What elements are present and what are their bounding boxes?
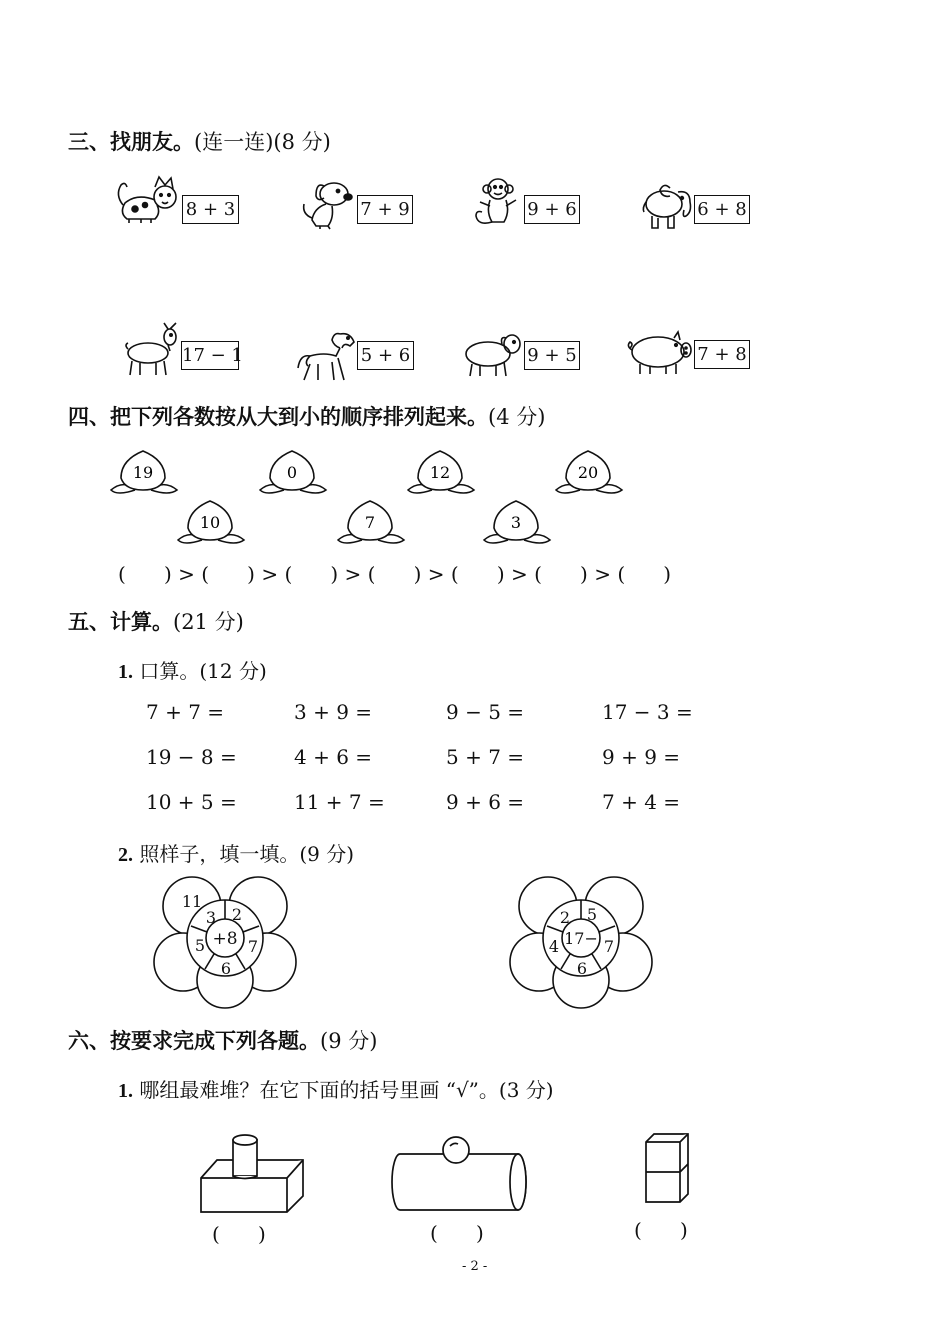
part1-title: 口算。 bbox=[139, 659, 200, 683]
calc-item[interactable]: 4 + 6 = bbox=[294, 745, 373, 769]
expr-box-dog[interactable]: 7 + 9 bbox=[357, 195, 413, 224]
section3-title: 三、找朋友。 bbox=[68, 130, 194, 154]
calc-item[interactable]: 3 + 9 = bbox=[294, 700, 373, 724]
calc-item[interactable]: 7 + 7 = bbox=[146, 700, 225, 724]
peach-group bbox=[0, 0, 950, 560]
peach-top-0-number: 19 bbox=[132, 463, 154, 482]
flower2-center: 17− bbox=[564, 929, 598, 948]
flower1-center: +8 bbox=[212, 929, 238, 949]
calc-item[interactable]: 17 − 3 = bbox=[602, 700, 693, 724]
flower1-inner-5: 6 bbox=[220, 959, 232, 978]
answer-paren-1[interactable]: ( ) bbox=[212, 1222, 266, 1246]
peach-bottom-1-number: 7 bbox=[364, 513, 376, 532]
expr-box-goat[interactable]: 17 − 1 bbox=[181, 341, 239, 370]
section3-note: (连一连)(8 分) bbox=[194, 130, 331, 154]
section6-heading bbox=[68, 1025, 377, 1055]
flower2-inner-3: 4 bbox=[548, 937, 560, 956]
peach-bottom-1 bbox=[338, 501, 404, 543]
expr-box-horse[interactable]: 5 + 6 bbox=[357, 341, 414, 370]
peach-top-2 bbox=[408, 451, 474, 493]
flower1-outer-example: 11 bbox=[181, 892, 203, 911]
order-answer-line[interactable]: ( ) > ( ) > ( ) > ( ) > ( ) > ( ) > ( ) bbox=[118, 562, 672, 586]
flower2-inner-4: 7 bbox=[603, 937, 615, 956]
peach-top-3 bbox=[556, 451, 622, 493]
expr-box-elephant[interactable]: 6 + 8 bbox=[694, 195, 750, 224]
peach-top-1 bbox=[260, 451, 326, 493]
flower1-inner-4: 7 bbox=[247, 937, 259, 956]
answer-paren-3[interactable]: ( ) bbox=[634, 1218, 688, 1242]
peach-top-1-number: 0 bbox=[286, 463, 298, 482]
flower-example bbox=[150, 876, 300, 1008]
stack-two-cubes bbox=[640, 1130, 692, 1206]
peach-top-0 bbox=[111, 451, 177, 493]
peach-bottom-0-number: 10 bbox=[199, 513, 221, 532]
part1-number: 1. bbox=[118, 661, 133, 683]
flower1-inner-2: 2 bbox=[231, 905, 243, 924]
page-number: - 2 - bbox=[462, 1259, 488, 1274]
section5-note: (21 分) bbox=[173, 610, 244, 634]
peach-top-2-number: 12 bbox=[429, 463, 451, 482]
section4-note: (4 分) bbox=[488, 405, 546, 429]
peach-bottom-2-number: 3 bbox=[510, 513, 522, 532]
calc-item[interactable]: 19 − 8 = bbox=[146, 745, 237, 769]
flower1-inner-3: 5 bbox=[194, 936, 206, 955]
section5-part2-heading bbox=[118, 838, 354, 867]
calc-item[interactable]: 9 + 9 = bbox=[602, 745, 681, 769]
flower2-inner-1: 2 bbox=[559, 908, 571, 927]
section6-part1-heading bbox=[118, 1074, 554, 1103]
stack-cylinder-on-box bbox=[195, 1128, 307, 1216]
section6-part1-number: 1. bbox=[118, 1080, 133, 1102]
calc-item[interactable]: 9 + 6 = bbox=[446, 790, 525, 814]
flower2-inner-2: 5 bbox=[586, 905, 598, 924]
calc-item[interactable]: 9 − 5 = bbox=[446, 700, 525, 724]
section6-part1-note: (3 分) bbox=[498, 1078, 554, 1102]
section6-title: 六、按要求完成下列各题。 bbox=[68, 1029, 320, 1053]
section5-part1-heading bbox=[118, 655, 267, 684]
part2-number: 2. bbox=[118, 844, 133, 866]
calc-item[interactable]: 7 + 4 = bbox=[602, 790, 681, 814]
section6-part1-title: 哪组最难堆？在它下面的括号里画 “√”。 bbox=[139, 1078, 499, 1102]
section6-note: (9 分) bbox=[320, 1029, 378, 1053]
peach-bottom-0 bbox=[178, 501, 244, 543]
calc-item[interactable]: 11 + 7 = bbox=[294, 790, 385, 814]
section4-title: 四、把下列各数按从大到小的顺序排列起来。 bbox=[68, 405, 488, 429]
peach-top-3-number: 20 bbox=[577, 463, 599, 482]
peach-bottom-2 bbox=[484, 501, 550, 543]
expr-box-cat[interactable]: 8 + 3 bbox=[182, 195, 239, 224]
stack-ball-on-cylinder bbox=[390, 1134, 532, 1214]
expr-box-monkey[interactable]: 9 + 6 bbox=[524, 195, 580, 224]
calc-item[interactable]: 5 + 7 = bbox=[446, 745, 525, 769]
part2-title: 照样子，填一填。 bbox=[139, 842, 300, 866]
section5-title: 五、计算。 bbox=[68, 610, 173, 634]
flower2-inner-5: 6 bbox=[576, 959, 588, 978]
expr-box-pig[interactable]: 7 + 8 bbox=[694, 340, 750, 369]
flower-exercise bbox=[506, 876, 656, 1008]
flower1-inner-1: 3 bbox=[205, 908, 217, 927]
answer-paren-2[interactable]: ( ) bbox=[430, 1221, 484, 1245]
part2-note: (9 分) bbox=[299, 842, 355, 866]
expr-box-lamb[interactable]: 9 + 5 bbox=[524, 341, 580, 370]
section5-heading bbox=[68, 606, 244, 636]
calc-item[interactable]: 10 + 5 = bbox=[146, 790, 237, 814]
part1-note: (12 分) bbox=[199, 659, 267, 683]
